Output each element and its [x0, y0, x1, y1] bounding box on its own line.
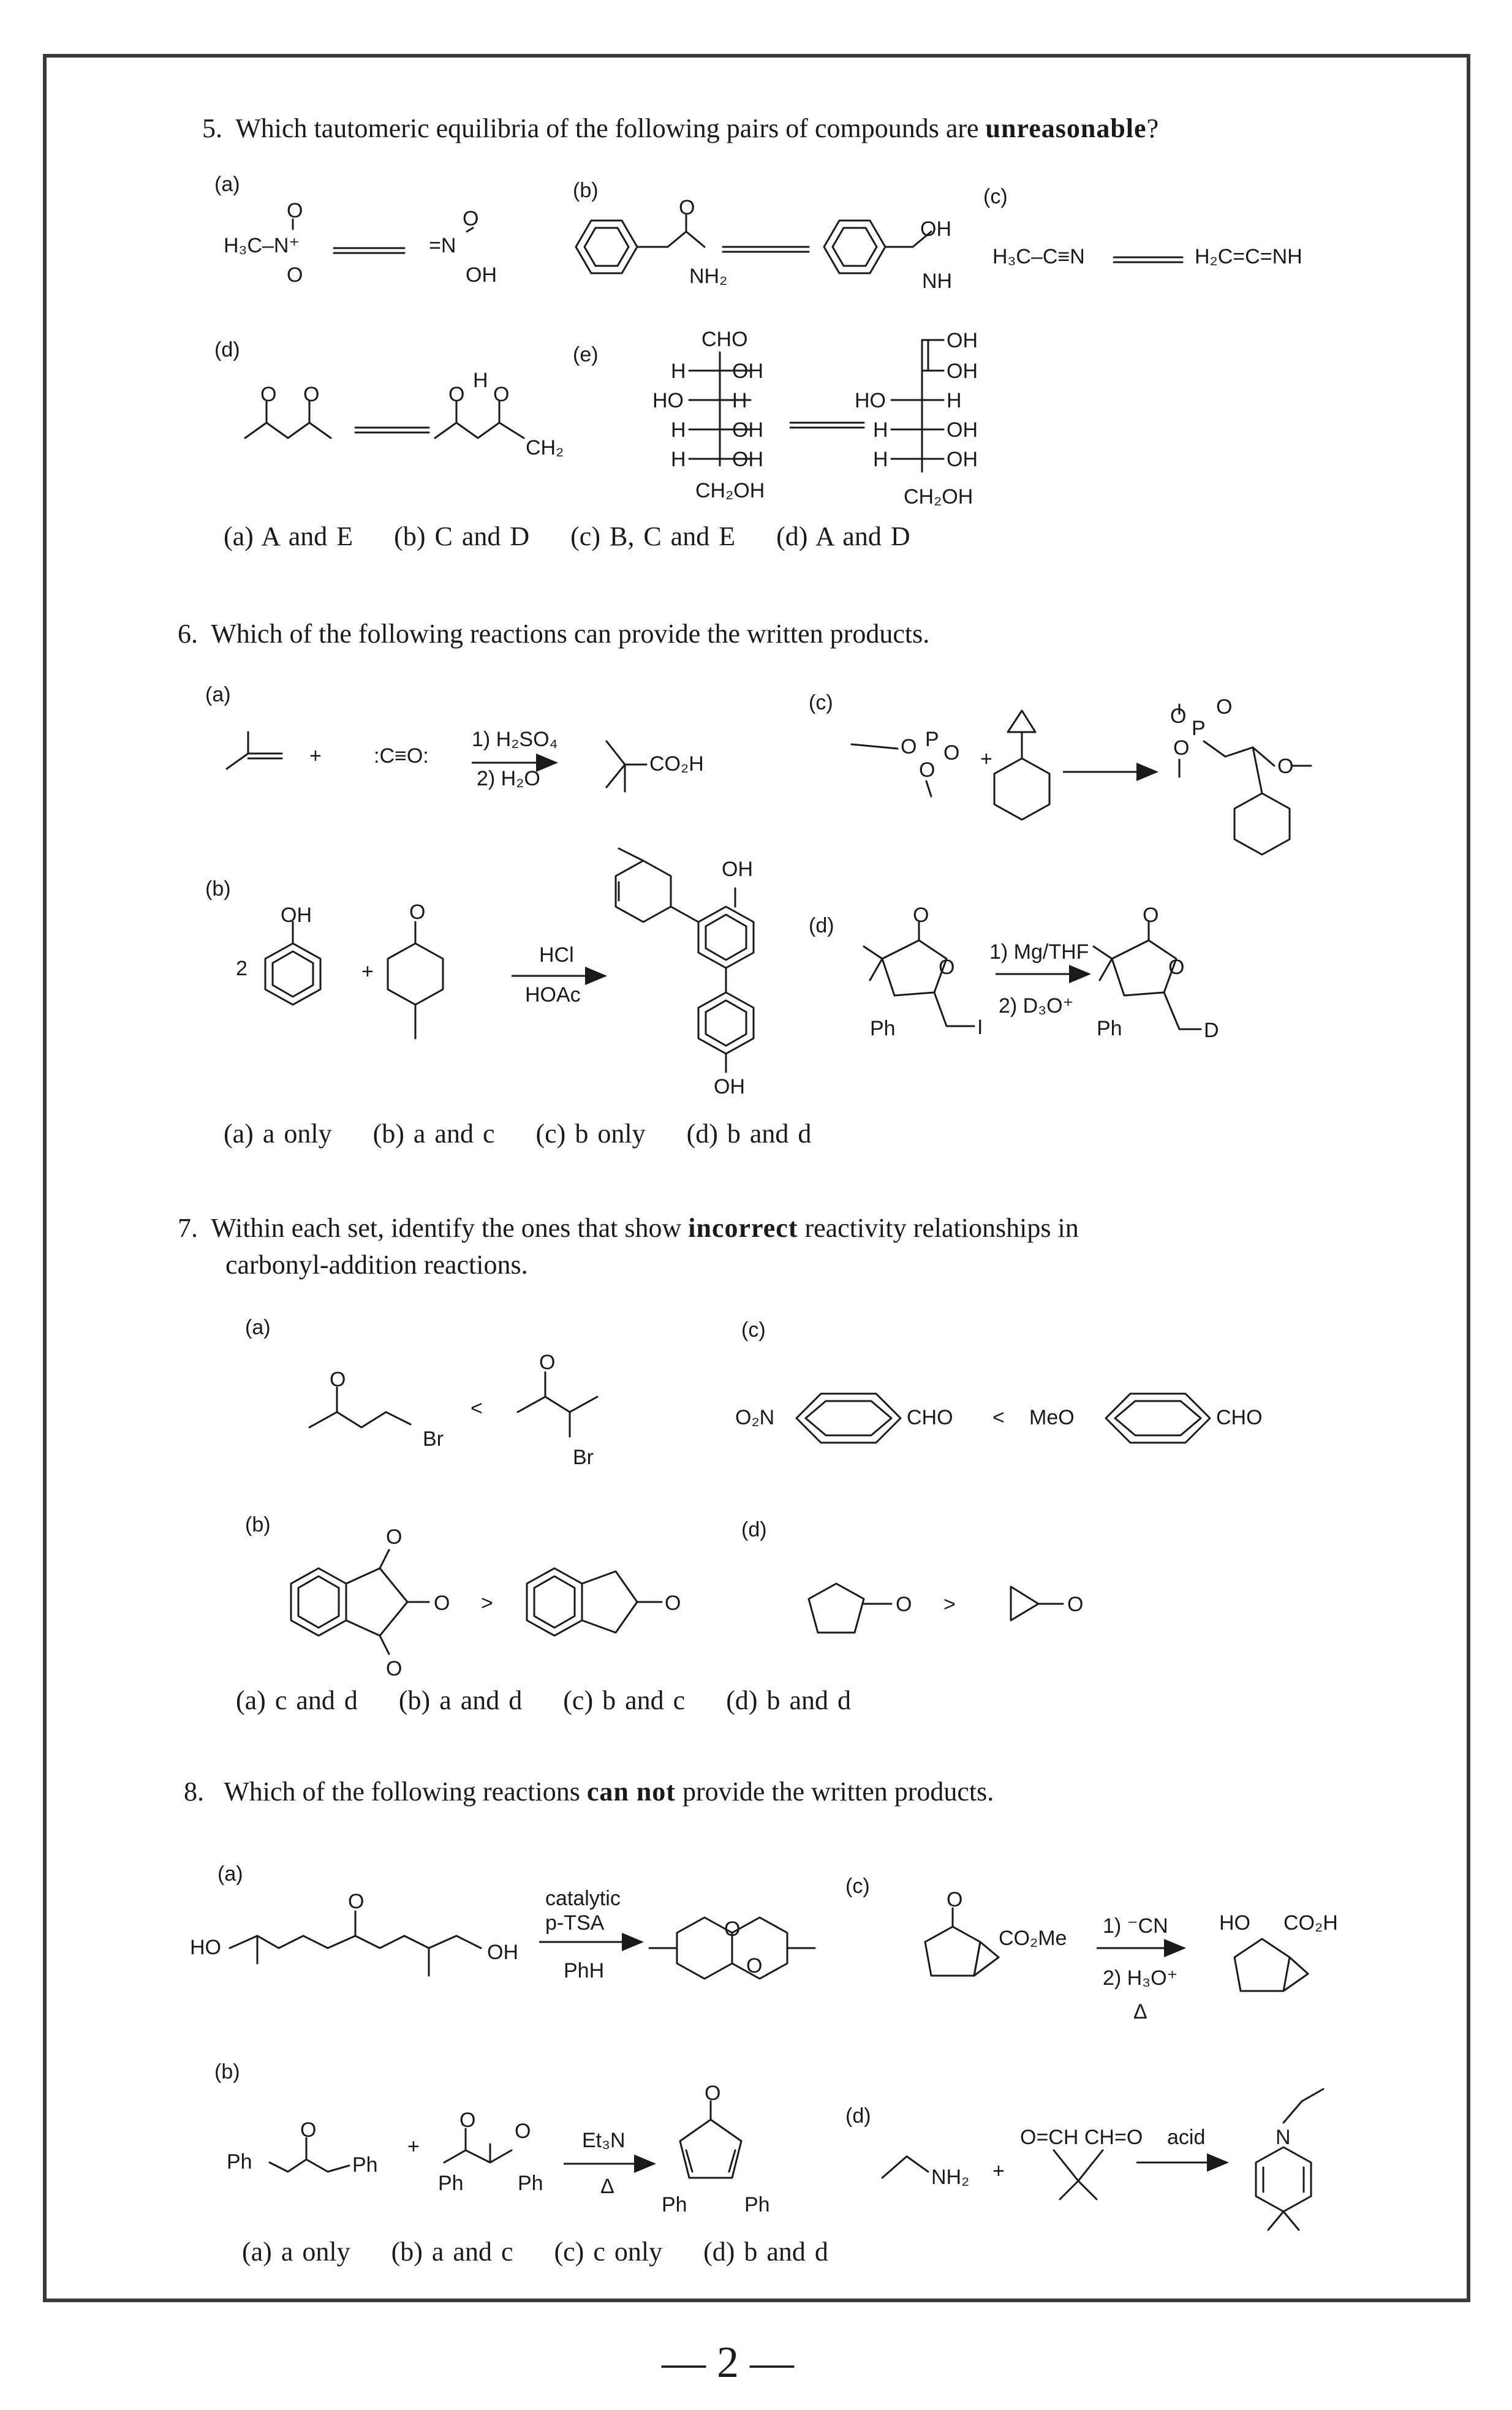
- q7a-br2: Br: [573, 1446, 594, 1469]
- q5e-oh4: OH: [947, 329, 978, 352]
- q8a-o: O: [348, 1890, 365, 1913]
- q8b-ph2: Ph: [352, 2153, 378, 2177]
- q8-choice-b[interactable]: (b) a and c: [391, 2237, 513, 2267]
- q8c-reagent1: 1) ⁻CN: [1103, 1914, 1168, 1938]
- q8a-reagent2: p-TSA: [545, 1911, 605, 1935]
- q8-choice-d[interactable]: (d) b and d: [703, 2237, 828, 2267]
- q6c-prod-o2: O: [1216, 695, 1233, 719]
- q6b-coef: 2: [236, 957, 248, 980]
- q8b-o2: O: [459, 2109, 476, 2132]
- q5e-h2: H: [732, 389, 747, 412]
- q7b-o3: O: [434, 1592, 450, 1615]
- q6c-prod-o1: O: [1170, 704, 1187, 728]
- q7-label-b: (b): [245, 1513, 271, 1536]
- q8a-reagent3: PhH: [564, 1959, 605, 1982]
- q5c-right: H₂C=C=NH: [1195, 245, 1302, 268]
- q7-label-c: (c): [741, 1318, 766, 1342]
- question-emphasis: incorrect: [688, 1213, 798, 1243]
- question-emphasis: unreasonable: [985, 113, 1147, 143]
- q5e-oh5: OH: [947, 360, 978, 383]
- q5e-h7: H: [873, 448, 888, 471]
- q6-choice-b[interactable]: (b) a and c: [372, 1119, 495, 1149]
- q5d-h: H: [473, 369, 488, 392]
- q5-label-e: (e): [573, 343, 599, 366]
- q7a-o1: O: [330, 1368, 346, 1391]
- q8-label-d: (d): [845, 2104, 871, 2128]
- q5d-o3: O: [448, 383, 465, 406]
- q8-label-a: (a): [217, 1862, 243, 1886]
- q5d-o2: O: [303, 383, 320, 406]
- q6b-reagent1: HCl: [539, 943, 574, 967]
- q6c-o1: O: [901, 735, 917, 758]
- question-text: Within each set, identify the ones that show: [211, 1213, 689, 1243]
- q6a-co: :C≡O:: [374, 744, 429, 768]
- q6-choice-d[interactable]: (d) b and d: [686, 1119, 812, 1149]
- q8d-n: N: [1276, 2126, 1291, 2149]
- q6b-prod-oh1: OH: [722, 858, 753, 881]
- q5b-nh2: NH₂: [689, 265, 728, 288]
- q8c-ho: HO: [1219, 1911, 1250, 1935]
- q6-label-b: (b): [205, 877, 231, 901]
- q8b-prod-ph2: Ph: [744, 2193, 770, 2216]
- q7d-o2: O: [1067, 1593, 1084, 1616]
- q5a-right-o: O: [463, 207, 479, 230]
- q6b-phenol-oh: OH: [281, 904, 312, 927]
- q7a-br1: Br: [423, 1427, 444, 1451]
- question-6: [178, 616, 929, 652]
- q5b-oh: OH: [920, 217, 951, 241]
- q7-choice-b[interactable]: (b) a and d: [398, 1685, 523, 1715]
- q5e-h4: H: [671, 448, 686, 471]
- q8-label-b: (b): [214, 2060, 240, 2083]
- question-text-line2: carbonyl-addition reactions.: [225, 1250, 528, 1280]
- q7a-o2: O: [539, 1351, 556, 1374]
- q7b-o2: O: [386, 1657, 403, 1680]
- q8c-co2h: CO₂H: [1283, 1911, 1338, 1935]
- q6c-p: P: [925, 728, 939, 751]
- q7c-o2n: O₂N: [735, 1406, 775, 1429]
- q7b-o4: O: [665, 1592, 681, 1615]
- q5-label-c: (c): [983, 185, 1008, 208]
- q8c-reagent3: Δ: [1133, 2000, 1147, 2023]
- q5c-left: H₃C–C≡N: [992, 245, 1085, 268]
- q5a-bottom-o: O: [287, 263, 303, 287]
- q6d-reagent1: 1) Mg/THF: [989, 940, 1089, 964]
- q5e-h6: H: [873, 418, 888, 442]
- q8-choice-c[interactable]: (c) c only: [554, 2237, 663, 2267]
- q5-label-a: (a): [214, 173, 240, 196]
- q8a-reagent1: catalytic: [545, 1887, 621, 1910]
- question-text-cont: provide the written products.: [675, 1777, 994, 1807]
- q5-label-d: (d): [214, 338, 240, 361]
- q6c-o3: O: [919, 758, 936, 782]
- q8b-prod-o: O: [705, 2082, 721, 2105]
- question-emphasis: can not: [586, 1777, 676, 1807]
- q7-choice-c[interactable]: (c) b and c: [563, 1685, 686, 1715]
- q5-choice-c[interactable]: (c) B, C and E: [570, 521, 736, 551]
- q8b-ph3: Ph: [438, 2172, 464, 2195]
- q5e-ch2oh1: CH₂OH: [695, 479, 765, 502]
- q8d-reagent1: acid: [1167, 2126, 1206, 2149]
- question-text: Which tautomeric equilibria of the following pairs of compounds are: [235, 113, 986, 143]
- q8b-o3: O: [515, 2120, 531, 2143]
- q5e-h5: H: [947, 389, 962, 412]
- question-number: 7.: [178, 1213, 198, 1243]
- q5e-oh2: OH: [732, 418, 763, 442]
- q8c-o: O: [947, 1888, 963, 1911]
- q5a-left-text: H₃C–N⁺: [224, 234, 300, 257]
- q8a-ho: HO: [190, 1936, 221, 1959]
- q8a-ketal-o2: O: [746, 1954, 763, 1977]
- question-text: Which of the following reactions can provide the written products.: [211, 619, 930, 649]
- q8-label-c: (c): [845, 1875, 870, 1898]
- q7a-lt: <: [471, 1397, 483, 1420]
- q7-label-a: (a): [245, 1316, 271, 1339]
- q6-label-c: (c): [809, 691, 833, 714]
- q6a-reagent2: 2) H₂O: [477, 767, 540, 790]
- q6b-ketone-o: O: [409, 901, 426, 924]
- q7c-lt: <: [992, 1406, 1005, 1429]
- q5d-o4: O: [493, 383, 510, 406]
- q6c-plus: +: [980, 747, 992, 771]
- q6a-plus: +: [309, 744, 322, 768]
- q5d-ch2: CH₂: [526, 436, 564, 459]
- q7c-meo: MeO: [1029, 1406, 1075, 1429]
- q6d-o3: O: [1143, 904, 1159, 927]
- question-number: 5.: [202, 113, 222, 143]
- q6-choice-c[interactable]: (c) b only: [535, 1119, 646, 1149]
- q5b-nh: NH: [922, 270, 953, 293]
- question-text: Which of the following reactions: [224, 1777, 587, 1807]
- q7-label-d: (d): [741, 1518, 767, 1541]
- q5a-right-oh: OH: [466, 263, 497, 287]
- q8-choice-a[interactable]: (a) a only: [242, 2237, 350, 2267]
- q8b-o1: O: [300, 2118, 317, 2142]
- q5e-oh1: OH: [732, 360, 763, 383]
- q5e-cho: CHO: [701, 328, 748, 351]
- q8d-cho: O=CH CH=O: [1020, 2126, 1143, 2149]
- q8a-oh: OH: [487, 1941, 518, 1964]
- q6d-reagent2: 2) D₃O⁺: [999, 994, 1074, 1018]
- q8b-plus: +: [407, 2135, 420, 2158]
- q8b-reagent1: Et₃N: [582, 2129, 626, 2152]
- q8c-reagent2: 2) H₃O⁺: [1103, 1966, 1178, 1990]
- q5a-top-o: O: [287, 199, 303, 222]
- q6-label-a: (a): [205, 683, 231, 706]
- q5e-ch2oh2: CH₂OH: [904, 485, 973, 508]
- q7c-cho1: CHO: [907, 1406, 953, 1429]
- q7d-o1: O: [896, 1593, 912, 1616]
- q5-choice-a[interactable]: (a) A and E: [224, 521, 353, 551]
- q6a-co2h: CO₂H: [649, 752, 704, 776]
- q8b-reagent2: Δ: [600, 2175, 614, 2198]
- q6a-reagent1: 1) H₂SO₄: [472, 728, 558, 751]
- q7-choice-d[interactable]: (d) b and d: [726, 1685, 852, 1715]
- q6c-prod-o3: O: [1173, 736, 1190, 760]
- q6d-i: I: [977, 1016, 983, 1039]
- q5-choice-b[interactable]: (b) C and D: [394, 521, 530, 551]
- q7-choice-a[interactable]: (a) c and d: [236, 1685, 358, 1715]
- q8b-prod-ph1: Ph: [662, 2193, 687, 2216]
- question-7: [178, 1210, 1354, 1283]
- q5e-h1: H: [671, 360, 686, 383]
- question-number: 8.: [184, 1777, 204, 1807]
- q6d-d: D: [1204, 1019, 1219, 1042]
- question-8: [184, 1774, 994, 1810]
- q5-label-b: (b): [573, 179, 599, 202]
- q6c-prod-p: P: [1192, 717, 1206, 740]
- q6d-ph1: Ph: [870, 1017, 896, 1040]
- q6b-plus: +: [361, 960, 374, 983]
- q6d-o2: O: [939, 956, 955, 979]
- q5-answer-choices: [224, 521, 942, 552]
- q5e-oh3: OH: [732, 448, 763, 471]
- q7c-cho2: CHO: [1216, 1406, 1263, 1429]
- question-number: 6.: [178, 619, 198, 649]
- q8d-plus: +: [992, 2159, 1005, 2183]
- q6b-prod-oh2: OH: [714, 1075, 745, 1098]
- q7-answer-choices: [236, 1685, 883, 1716]
- q6c-prod-o4: O: [1277, 755, 1294, 778]
- q8d-nh2: NH₂: [931, 2166, 970, 2189]
- question-mark: ?: [1146, 113, 1159, 143]
- q5e-h3: H: [671, 418, 686, 442]
- q7b-o1: O: [386, 1525, 403, 1549]
- q6-label-d: (d): [809, 914, 834, 937]
- q6c-o2: O: [943, 741, 960, 765]
- q5e-ho2: HO: [855, 389, 886, 412]
- q5a-right-n: =N: [429, 234, 456, 257]
- q6d-o4: O: [1168, 956, 1185, 979]
- q5e-ho1: HO: [652, 389, 684, 412]
- q6d-o1: O: [913, 904, 929, 927]
- q8c-co2me: CO₂Me: [999, 1927, 1067, 1950]
- q5e-oh6: OH: [947, 418, 978, 442]
- q8b-ph1: Ph: [227, 2150, 252, 2174]
- q8a-ketal-o1: O: [724, 1917, 741, 1941]
- page-number: — 2 —: [662, 2338, 794, 2387]
- q8b-ph4: Ph: [518, 2172, 543, 2195]
- q6-choice-a[interactable]: (a) a only: [224, 1119, 332, 1149]
- q5d-o1: O: [260, 383, 277, 406]
- question-text-cont: reactivity relationships in: [798, 1213, 1079, 1243]
- q6-answer-choices: [224, 1118, 843, 1149]
- q5b-o: O: [679, 196, 695, 219]
- q5-choice-d[interactable]: (d) A and D: [776, 521, 910, 551]
- q5e-oh7: OH: [947, 448, 978, 471]
- q8-answer-choices: [242, 2236, 860, 2267]
- q7d-gt: >: [943, 1593, 956, 1616]
- q7b-gt: >: [481, 1592, 493, 1615]
- q6d-ph2: Ph: [1097, 1017, 1122, 1040]
- q6b-reagent2: HOAc: [525, 983, 581, 1007]
